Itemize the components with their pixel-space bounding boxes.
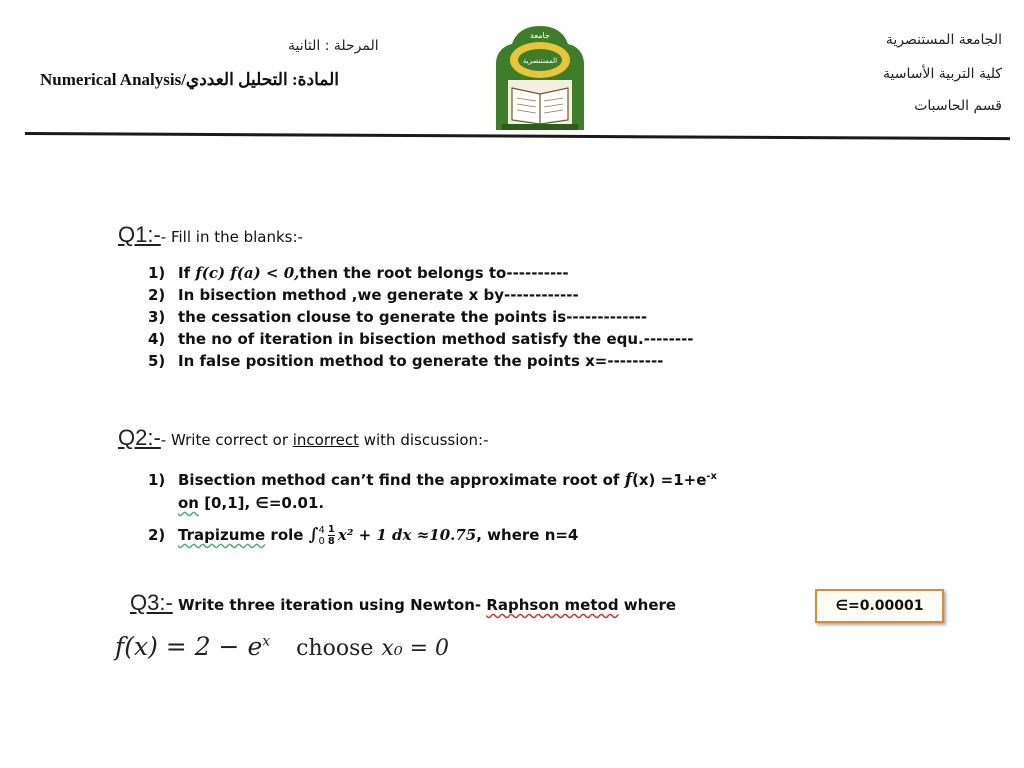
q1-item-5-num: 5) [148,352,166,370]
college-name: كلية التربية الأساسية [883,66,1002,82]
q1-heading [118,222,303,248]
newton-formula [115,632,449,661]
q1-item-1-pre: If [178,264,196,282]
q2-item-2-role: role [265,526,309,544]
epsilon-box: ∈=0.00001 [815,589,944,623]
q2-item-1-on: on [178,494,199,512]
q2-item-1-pre: Bisection method can’t find the approximate root of [178,471,625,489]
q3-title-underlined: Raphson metod [486,596,619,614]
q1-label: Q1:- [118,222,161,247]
q1-item-4 [148,330,694,348]
q2-item-2-lower: 0 [318,535,325,547]
q1-item-2-text: In bisection method ,we generate x by------------ [178,286,579,304]
stage-label: المرحلة : الثانية [288,38,379,54]
q2-item-2-frac-num: 1 [327,524,335,535]
q2-item-1-mid: (x) =1+e [632,471,707,489]
logo-text-ring: المستنصرية [522,57,558,65]
q2-label: Q2:- [118,425,161,450]
q3-label: Q3:- [130,590,173,615]
q2-item-2-expr: x² + 1 dx ≈10.75 [337,526,477,544]
q3-heading [130,590,676,616]
q1-item-4-num: 4) [148,330,166,348]
q2-item-2-num: 2) [148,526,166,544]
q2-item-2-integral: ∫ [308,525,319,545]
q2-title-underlined: incorrect [292,431,359,449]
q1-item-3 [148,308,647,326]
q1-item-2-num: 2) [148,286,166,304]
q2-item-1-line2 [178,494,324,512]
q1-item-1 [148,264,569,282]
q1-item-3-text: the cessation clouse to generate the points is------------- [178,308,648,326]
q2-item-2-frac-den: 8 [327,536,335,547]
q1-item-4-text: the no of iteration in bisection method satisfy the equ.-------- [178,330,694,348]
q2-item-1-sup: -x [706,471,717,482]
q1-item-5 [148,352,663,370]
subject-label: Numerical Analysis/المادة: التحليل العددي [40,70,340,89]
q1-item-3-num: 3) [148,308,166,326]
q3-title-post: where [618,596,677,614]
formula-fx: f(x) = 2 − e [115,632,263,661]
university-logo [486,22,594,136]
q2-item-2-trapizume: Trapizume [178,526,266,544]
formula-sup: x [262,633,271,650]
q2-item-2-upper: 4 [318,524,325,536]
q2-item-1-line2-text: [0,1], ∈=0.01. [198,494,325,512]
q2-item-1-fx: f [624,470,633,490]
q2-item-1-num: 1) [148,471,166,489]
q2-heading [118,425,489,451]
department-name: قسم الحاسبات [914,98,1002,114]
university-name: الجامعة المستنصرية [885,32,1002,48]
q2-title-post: with discussion:- [358,431,489,449]
formula-choose: choose [296,636,374,661]
q1-title: - Fill in the blanks:- [160,228,303,246]
q2-item-2 [148,524,578,547]
q2-title-pre: - Write correct or [160,431,293,449]
logo-text-top: جامعة [530,31,550,40]
q2-item-2-post: , where n=4 [476,526,579,544]
q1-item-5-text: In false position method to generate the points x=--------- [178,352,664,370]
q1-item-2 [148,286,579,304]
q3-title-pre: Write three iteration using Newton- [172,596,487,614]
q2-item-1 [148,470,717,490]
formula-x0: x₀ = 0 [381,636,450,661]
q1-item-1-post: then the root belongs to---------- [299,264,569,282]
q1-item-1-num: 1) [148,264,166,282]
q1-item-1-math: f(c) f(a) < 0, [195,264,300,282]
